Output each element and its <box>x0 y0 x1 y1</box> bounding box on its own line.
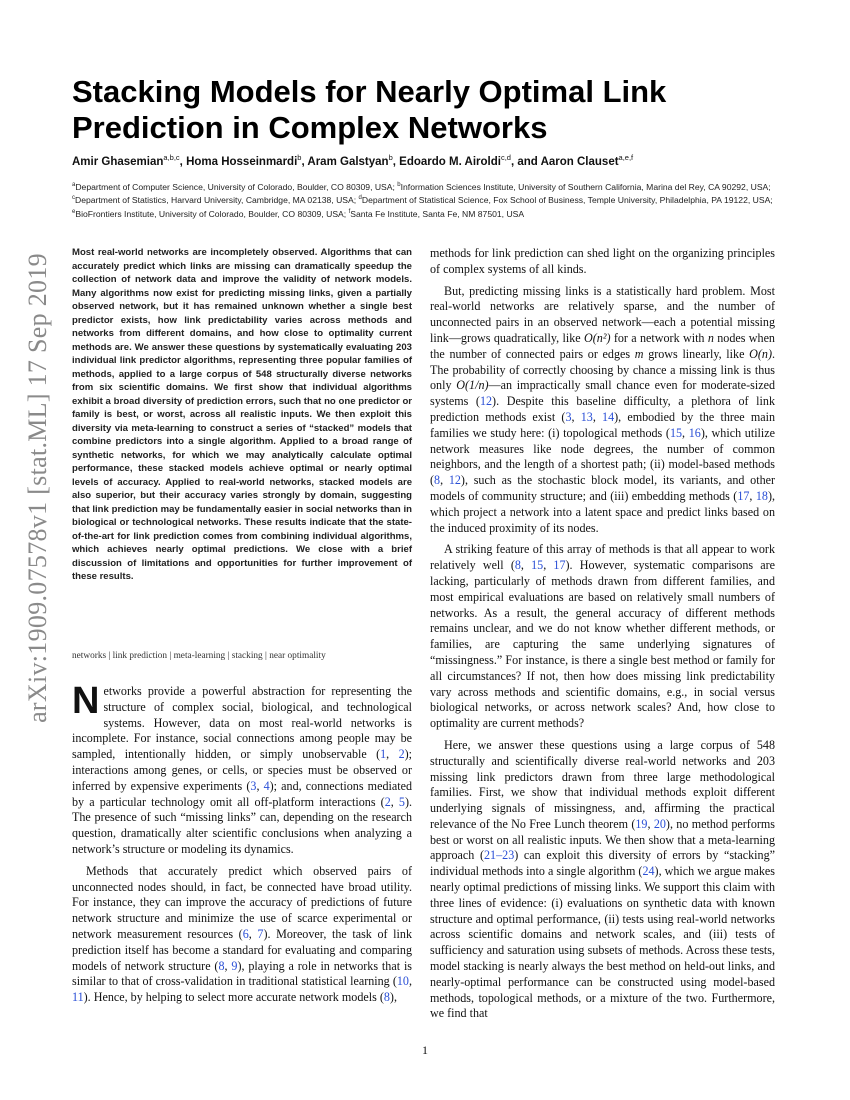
math-expression: O(n²) <box>584 330 611 345</box>
author-separator: , <box>301 155 308 168</box>
body-text: , <box>647 816 654 831</box>
body-text: , <box>543 558 554 573</box>
citation-link[interactable]: 24 <box>642 864 655 879</box>
body-text: ); interactions among genes, or cells, or species must be observed or inferred by expensive experiments ( <box>72 747 413 793</box>
body-text: ). However, systematic comparisons are lacking, particularly of methods drawn from different families, and most empirical evaluations are based on relatively small numbers of networks. As a result, the general accuracy of different methods remains unclear, and we do not know whether different methods, or families, are capturing the same underlying signatures of “missingness.” For instance, is there a single best method or family for all circumstances? If not, then how does missing link predictability vary across methods and scientific domains, e.g., in social versus biological networks, or across network scales? And, how close to optimality are current methods? <box>430 558 776 731</box>
body-text: ). Moreover, the task of link prediction itself has become a standard for evaluating and comparing models of network structure ( <box>72 926 412 973</box>
citation-link[interactable]: 16 <box>688 425 701 440</box>
body-text: , <box>390 794 399 809</box>
citation-link[interactable]: 17 <box>737 488 750 503</box>
body-paragraph <box>430 246 775 278</box>
citation-link[interactable]: 13 <box>580 409 593 424</box>
body-text: ). The presence of such “missing links” can, depending on the research question, dramatically alter scientific conclusions when analyzing a network’s structure or modeling its dynamics. <box>72 794 412 856</box>
affiliation-mark: e <box>72 208 76 215</box>
math-expression: O(1/n) <box>456 378 489 393</box>
arxiv-stamp-text: arXiv:1909.07578v1 [stat.ML] 17 Sep 2019 <box>23 253 52 723</box>
body-right-column <box>430 246 775 1022</box>
citation-link[interactable]: 1 <box>380 747 387 762</box>
body-text: A striking feature of this array of methods is that all appear to work relatively well ( <box>430 542 775 573</box>
author-separator: , <box>179 155 187 168</box>
citation-link[interactable]: 6 <box>242 926 249 941</box>
author-separator: , and <box>510 155 541 168</box>
abstract: Most real-world networks are incompletely observed. Algorithms that can accurately predict which links are missing can dramatically speedup the collection of network data and improve the validity of network models. Many algorithms now exist for predicting missing links, given a partially observed network, but it has remained unknown whether a single best predictor exists, how link predictability varies across methods and networks from different domains, and how close to optimality current methods are. We answer these questions by systematically evaluating 203 individual link predictor algorithms, representing three popular families of methods, applied to a large corpus of 548 structurally diverse networks from six scientific domains. We first show that individual algorithms exhibit a broad diversity of prediction errors, such that no one predictor or family is best, or worst, across all realistic inputs. We then exploit this diversity via meta-learning to construct a series of “stacked” models that combine predictors into a single algorithm. Applied to a broad range of synthetic networks, for which we may analytically calculate optimal performance, these stacked models achieve optimal or nearly optimal levels of accuracy. Applied to real-world networks, stacked models are also superior, but their accuracy varies strongly by domain, suggesting that link prediction may be fundamentally easier in social networks than in biological or technological networks. These results indicate that the state-of-the-art for link prediction comes from combining individual algorithms, which achieves nearly optimal predictions. We close with a brief discussion of limitations and opportunities for further improvement of these results. <box>72 247 412 582</box>
citation-link[interactable]: 8 <box>514 558 521 573</box>
citation-link[interactable]: 12 <box>479 394 493 409</box>
body-paragraph <box>72 864 412 1006</box>
body-text: ), such as the stochastic block model, its variants, and other models of community structure; and (iii) embedding methods ( <box>430 473 776 503</box>
body-text: , <box>440 473 449 488</box>
page-number: 1 <box>422 1043 428 1057</box>
citation-link[interactable]: 8 <box>218 958 225 973</box>
math-expression: O(n) <box>749 346 772 361</box>
body-left-column <box>72 680 413 1006</box>
body-text: , <box>682 425 689 440</box>
citation-link[interactable]: 17 <box>553 558 566 573</box>
author-name: Aram Galstyan <box>307 155 389 168</box>
body-text: , <box>408 974 412 989</box>
author-affiliation-mark: b <box>388 153 393 162</box>
citation-link[interactable]: 19 <box>635 816 648 831</box>
author-name: Amir Ghasemian <box>72 155 164 168</box>
body-text: . The probability of correctly choosing by chance a missing link is thus only <box>430 346 776 393</box>
body-text: But, predicting missing links is a statistically hard problem. Most real-world networks are relatively sparse, and the number of unconnected pairs in an observed network—each a potential missing link—grows quadratically, like <box>430 283 775 345</box>
affiliation-text: Santa Fe Institute, Santa Fe, NM 87501, USA <box>350 208 525 219</box>
body-text: ), which utilize network measures like node degrees, the number of common neighbors, and the length of a shortest path; (ii) model-based methods ( <box>430 425 776 488</box>
body-text: , <box>749 488 756 503</box>
citation-link[interactable]: 3 <box>565 409 572 424</box>
arxiv-stamp <box>10 253 66 723</box>
math-expression: n <box>707 330 714 345</box>
body-text: , <box>224 958 232 973</box>
citation-link[interactable]: 21–23 <box>484 848 515 863</box>
body-text: nodes when the number of connected pairs or edges <box>430 330 775 361</box>
body-text: ), which project a network into a latent space and predict links based on the induced proximity of its nodes. <box>430 488 775 535</box>
author-name: Homa Hosseinmardi <box>186 155 298 168</box>
affiliation-text: Information Sciences Institute, University of Southern California, Marina del Rey, CA 90292, USA; <box>400 181 771 192</box>
citation-link[interactable]: 2 <box>398 747 405 762</box>
citation-link[interactable]: 8 <box>383 990 390 1005</box>
affiliation-mark: c <box>72 195 75 202</box>
affiliation-mark: f <box>348 208 351 215</box>
body-text: ). Hence, by helping to select more accurate network models ( <box>83 990 384 1005</box>
body-text: , <box>571 409 581 424</box>
body-text: ) can exploit this diversity of errors by “stacking” individual methods into a single algorithm ( <box>430 848 775 879</box>
body-text: ), playing a role in networks that is similar to that of cross-validation in traditional statistical learning ( <box>72 958 413 989</box>
body-text: , <box>248 926 258 941</box>
affiliations <box>72 180 780 220</box>
affiliation-mark: a <box>72 182 76 188</box>
citation-link[interactable]: 2 <box>384 794 391 809</box>
citation-link[interactable]: 15 <box>669 425 683 440</box>
body-text: Here, we answer these questions using a large corpus of 548 structurally and scientifically diverse real-world networks and 203 missing link predictors drawn from three large methodological families. First, we show that individual methods exploit different underlying signals of missingness, and, affirming the practical relevance of the No Free Lunch theorem ( <box>430 737 775 831</box>
author-affiliation-mark: c,d <box>500 153 511 162</box>
affiliation-text: BioFrontiers Institute, University of Colorado, Boulder, CO 80309, USA; <box>75 208 349 219</box>
body-text: etworks provide a powerful abstraction for representing the structure of complex social, biological, and technological systems. However, data on most real-world networks is incomplete. For instance, social connections among people may be sampled, intentionally hidden, or simply unobservable ( <box>72 684 412 762</box>
citation-link[interactable]: 14 <box>602 409 615 424</box>
citation-link[interactable]: 11 <box>72 990 84 1005</box>
author-separator: , <box>392 155 400 168</box>
body-text: ); and, connections mediated by a particular technology omit all off-platform interactions ( <box>72 778 412 809</box>
body-paragraph <box>72 680 413 858</box>
keywords: networks | link prediction | meta-learning | stacking | near optimality <box>72 651 326 661</box>
body-text: Methods that accurately predict which observed pairs of unconnected nodes should, in fact, be connected have broad utility. For instance, they can improve the accuracy of predictions of future network structure and minimize the use of scarce experimental or network measurement resources ( <box>72 863 412 941</box>
citation-link[interactable]: 4 <box>263 778 270 793</box>
citation-link[interactable]: 15 <box>531 558 544 573</box>
citation-link[interactable]: 18 <box>755 488 768 503</box>
body-paragraph <box>430 738 775 1022</box>
affiliation-text: Department of Statistics, Harvard University, Cambridge, MA 02138, USA; <box>75 195 359 206</box>
author-list <box>72 153 792 168</box>
author-affiliation-mark: b <box>297 153 302 162</box>
citation-link[interactable]: 7 <box>257 926 264 941</box>
body-text: —an impractically small chance even for moderate-sized systems ( <box>430 378 776 409</box>
author-affiliation-mark: a,b,c <box>163 153 180 162</box>
citation-link[interactable]: 12 <box>448 473 461 488</box>
author-name: Edoardo M. Airoldi <box>399 155 501 168</box>
body-text: , <box>592 409 603 424</box>
citation-link[interactable]: 3 <box>250 778 257 793</box>
author-affiliation-mark: a,e,f <box>618 153 634 162</box>
body-text: , <box>520 558 532 573</box>
drop-cap: N <box>72 680 100 722</box>
citation-link[interactable]: 20 <box>653 816 666 831</box>
math-expression: m <box>634 346 644 361</box>
citation-link[interactable]: 8 <box>434 473 441 488</box>
affiliation-mark: b <box>397 182 401 188</box>
author-name: Aaron Clauset <box>540 155 619 168</box>
affiliation-text: Department of Statistical Science, Fox School of Business, Temple University, Philadelphia, PA 19122, USA; <box>361 195 773 206</box>
body-text: ), which we argue makes nearly optimal predictions of missing links. We support this claim with three lines of evidence: (i) evaluations on synthetic data with known structure and optimal performance, (ii) tests using real-world networks across scientific domains and network scales, and (iii) tests of sufficiency and saturation using subsets of methods. Across these tests, model stacking is nearly always the best method on held-out links, and nearly-optimal performance can be constructed using model-based methods, topological methods, or a mixture of the two. Furthermore, we find that <box>430 864 775 1021</box>
affiliation-text: Department of Computer Science, University of Colorado, Boulder, CO 80309, USA; <box>75 181 398 192</box>
body-text: ). Despite this baseline difficulty, a plethora of link prediction methods exist ( <box>430 394 775 424</box>
citation-link[interactable]: 5 <box>398 794 405 809</box>
citation-link[interactable]: 9 <box>231 958 238 973</box>
body-paragraph <box>430 284 775 537</box>
body-text: ), no method performs best or worst on all realistic inputs. We then show that a meta-learning approach ( <box>430 816 776 863</box>
body-text: , <box>256 778 264 793</box>
body-text: ), <box>389 990 397 1005</box>
body-text: for a network with <box>610 330 708 345</box>
body-text: methods for link prediction can shed light on the organizing principles of complex systems of all kinds. <box>430 246 775 276</box>
affiliation-mark: d <box>358 195 362 202</box>
body-text: ), embodied by the three main families we study here: (i) topological methods ( <box>430 409 776 440</box>
paper-title: Stacking Models for Nearly Optimal Link Prediction in Complex Networks <box>72 74 667 145</box>
body-paragraph <box>430 542 775 732</box>
body-text: , <box>386 747 399 762</box>
body-text: grows linearly, like <box>643 346 750 361</box>
citation-link[interactable]: 10 <box>396 974 409 989</box>
